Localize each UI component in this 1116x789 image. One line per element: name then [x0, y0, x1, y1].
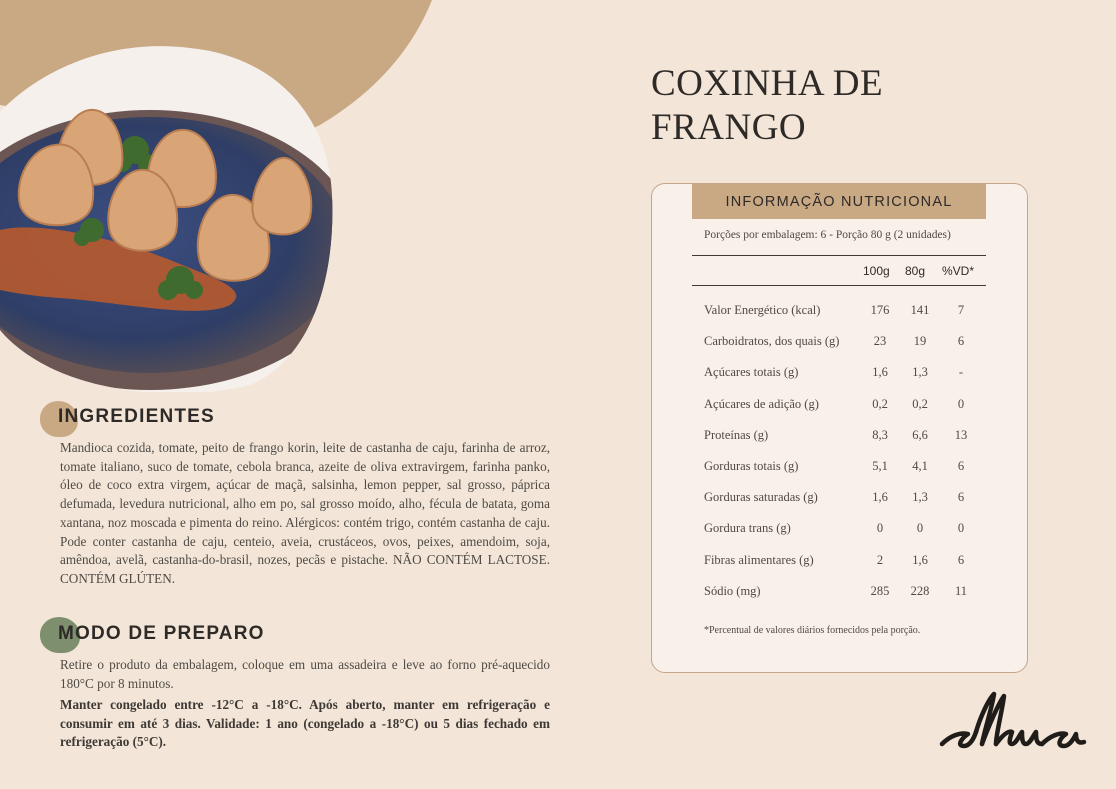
nutrition-row: [652, 584, 1029, 604]
value-vd: 6: [957, 553, 965, 567]
value-80g: 1,3: [912, 490, 928, 504]
nutrient-label: Gorduras saturadas (g): [704, 490, 818, 504]
nutrient-label: Gorduras totais (g): [704, 459, 799, 473]
nutrition-row: [652, 334, 1029, 354]
brand-logo: [938, 688, 1088, 750]
value-vd: 13: [954, 428, 968, 442]
value-80g: 0: [916, 521, 924, 535]
nutrition-row: [652, 521, 1029, 541]
nutrition-header: INFORMAÇÃO NUTRICIONAL: [692, 184, 986, 219]
nutrient-label: Proteínas (g): [704, 428, 769, 442]
header-rule-top: [692, 255, 986, 256]
nutrient-label: Valor Energético (kcal): [704, 303, 821, 317]
value-100g: 176: [870, 303, 890, 317]
nutrition-row: [652, 397, 1029, 417]
value-100g: 5,1: [872, 459, 888, 473]
value-vd: 11: [954, 584, 968, 598]
portion-info: Porções por embalagem: 6 - Porção 80 g (2 unidades): [704, 229, 951, 241]
value-vd: 0: [957, 397, 965, 411]
col-head-80g: 80g: [905, 264, 926, 278]
value-80g: 228: [910, 584, 930, 598]
product-title: [651, 62, 883, 150]
value-100g: 1,6: [872, 365, 888, 379]
nutrition-row: [652, 303, 1029, 323]
value-vd: 6: [957, 334, 965, 348]
nutrition-card: [651, 183, 1028, 673]
value-100g: 2: [876, 553, 884, 567]
value-vd: 6: [957, 459, 965, 473]
value-100g: 1,6: [872, 490, 888, 504]
value-100g: 8,3: [872, 428, 888, 442]
nutrient-label: Carboidratos, dos quais (g): [704, 334, 840, 348]
value-100g: 0: [876, 521, 884, 535]
nutrition-footnote: *Percentual de valores diários fornecidos pela porção.: [704, 625, 921, 636]
value-100g: 0,2: [872, 397, 888, 411]
nutrition-row: [652, 428, 1029, 448]
value-100g: 285: [870, 584, 890, 598]
nutrient-label: Gordura trans (g): [704, 521, 791, 535]
col-head-100g: 100g: [863, 264, 890, 278]
nutrient-label: Fibras alimentares (g): [704, 553, 814, 567]
value-80g: 1,3: [912, 365, 928, 379]
nutrition-row: [652, 459, 1029, 479]
value-80g: 19: [913, 334, 927, 348]
product-title-line1: COXINHA DE: [651, 63, 884, 104]
ingredients-text: Mandioca cozida, tomate, peito de frango korin, leite de castanha de caju, farinha de arroz, tomate italiano, suco de tomate, cebola branca, azeite de oliva extravirgem, farinha panko, óleo de coco extra virgem, açúcar de maçã, salsinha, lemon pepper, sal grosso, páprica defumada, levedura nutricional, alho em po, sal grosso moído, alho, fécula de batata, goma xantana, noz moscada e pimenta do reino. Alérgicos: contém trigo, contém castanha de caju. Pode conter castanha de caju, centeio, aveia, crustáceos, ovos, peixes, amendoim, soja, amêndoa, avelã, castanha-do-brasil, nozes, pecãs e pistache. NÃO CONTÉM LACTOSE. CONTÉM GLÚTEN.: [60, 440, 550, 586]
storage-text: Manter congelado entre -12°C a -18°C. Após aberto, manter em refrigeração e consumir em até 3 dias. Validade: 1 ano (congelado a -18°C) ou 5 dias fechado em refrigeração (5°C).: [60, 697, 550, 750]
ingredients-heading: INGREDIENTES: [58, 406, 215, 427]
col-head-vd: %VD*: [942, 264, 975, 278]
value-100g: 23: [873, 334, 887, 348]
header-rule-bottom: [692, 285, 986, 286]
nutrient-label: Sódio (mg): [704, 584, 761, 598]
product-photo: [0, 40, 340, 392]
nutrient-label: Açúcares de adição (g): [704, 397, 819, 411]
nutrition-row: [652, 365, 1029, 385]
preparation-text: Retire o produto da embalagem, coloque em uma assadeira e leve ao forno pré-aquecido 180°C por 8 minutos.: [60, 657, 550, 691]
nutrition-row: [652, 553, 1029, 573]
value-80g: 141: [910, 303, 930, 317]
value-vd: 0: [957, 521, 965, 535]
nutrition-row: [652, 490, 1029, 510]
preparation-heading: MODO DE PREPARO: [58, 623, 265, 644]
value-80g: 6,6: [912, 428, 928, 442]
value-80g: 4,1: [912, 459, 928, 473]
value-vd: 7: [957, 303, 965, 317]
value-vd: 6: [957, 490, 965, 504]
nutrient-label: Açúcares totais (g): [704, 365, 799, 379]
product-title-line2: FRANGO: [651, 107, 807, 148]
value-80g: 1,6: [912, 553, 928, 567]
value-vd: -: [958, 365, 964, 379]
value-80g: 0,2: [912, 397, 928, 411]
